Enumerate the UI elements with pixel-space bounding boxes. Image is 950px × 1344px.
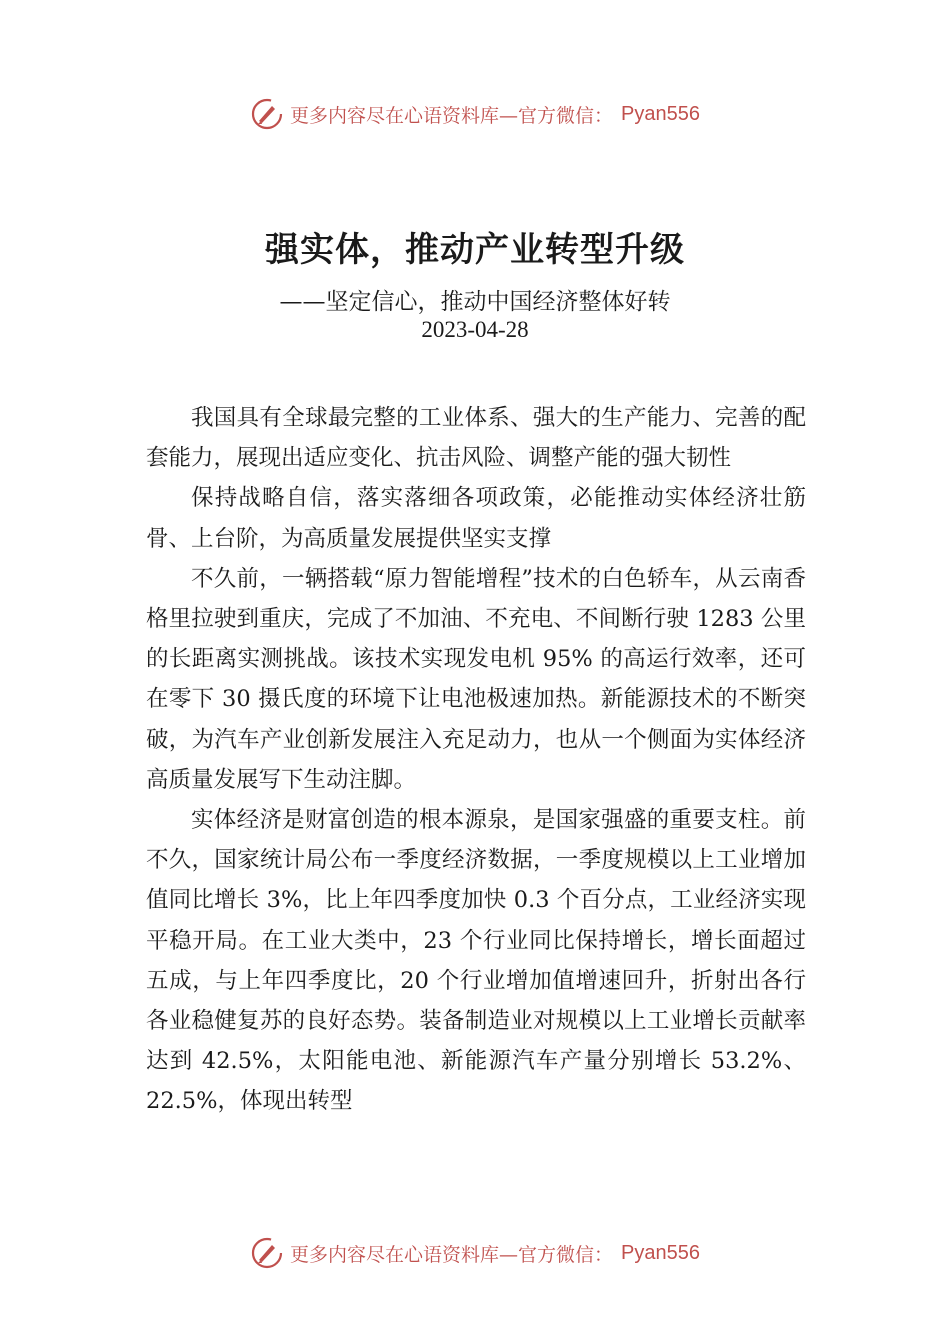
brush-logo-icon <box>250 1236 284 1270</box>
document-date: 2023-04-28 <box>421 317 529 342</box>
brush-logo-icon <box>250 97 284 131</box>
paragraph: 实体经济是财富创造的根本源泉，是国家强盛的重要支柱。前不久，国家统计局公布一季度经济数据，一季度规模以上工业增加值同比增长 3%，比上年四季度加快 0.3 个百分点，工业经济实现平稳开局。在工业大类中，23 个行业同比保持增长，增长面超过五成，与上年四季度比，20 个行业增加值增速回升，折射出各行各业稳健复苏的良好态势。装备制造业对规模以上工业增长贡献率达到 42.5%，太阳能电池、新能源汽车产量分别增长 53.2%、22.5%，体现出转型 <box>146 807 806 1115</box>
header-watermark <box>0 94 950 134</box>
paragraph: 保持战略自信，落实落细各项政策，必能推动实体经济壮筋骨、上台阶，为高质量发展提供坚实支撑 <box>146 485 806 552</box>
watermark-wechat-id: Pyan556 <box>621 102 700 125</box>
paragraph: 我国具有全球最完整的工业体系、强大的生产能力、完善的配套能力，展现出适应变化、抗击风险、调整产能的强大韧性 <box>146 405 806 472</box>
paragraph: 不久前，一辆搭载“原力智能增程”技术的白色轿车，从云南香格里拉驶到重庆，完成了不加油、不充电、不间断行驶 1283 公里的长距离实测挑战。该技术实现发电机 95% 的高运行效率，还可在零下 30 摄氏度的环境下让电池极速加热。新能源技术的不断突破，为汽车产业创新发展注入充足动力，也从一个侧面为实体经济高质量发展写下生动注脚。 <box>146 565 806 793</box>
watermark-text: 更多内容尽在心语资料库—官方微信： <box>290 1243 614 1266</box>
document-title: 强实体，推动产业转型升级 <box>265 230 685 270</box>
document-body <box>146 398 806 1122</box>
watermark-text: 更多内容尽在心语资料库—官方微信： <box>290 104 614 127</box>
footer-watermark <box>0 1233 950 1273</box>
watermark-wechat-id: Pyan556 <box>621 1241 700 1264</box>
document-subtitle: ——坚定信心，推动中国经济整体好转 <box>279 289 671 315</box>
